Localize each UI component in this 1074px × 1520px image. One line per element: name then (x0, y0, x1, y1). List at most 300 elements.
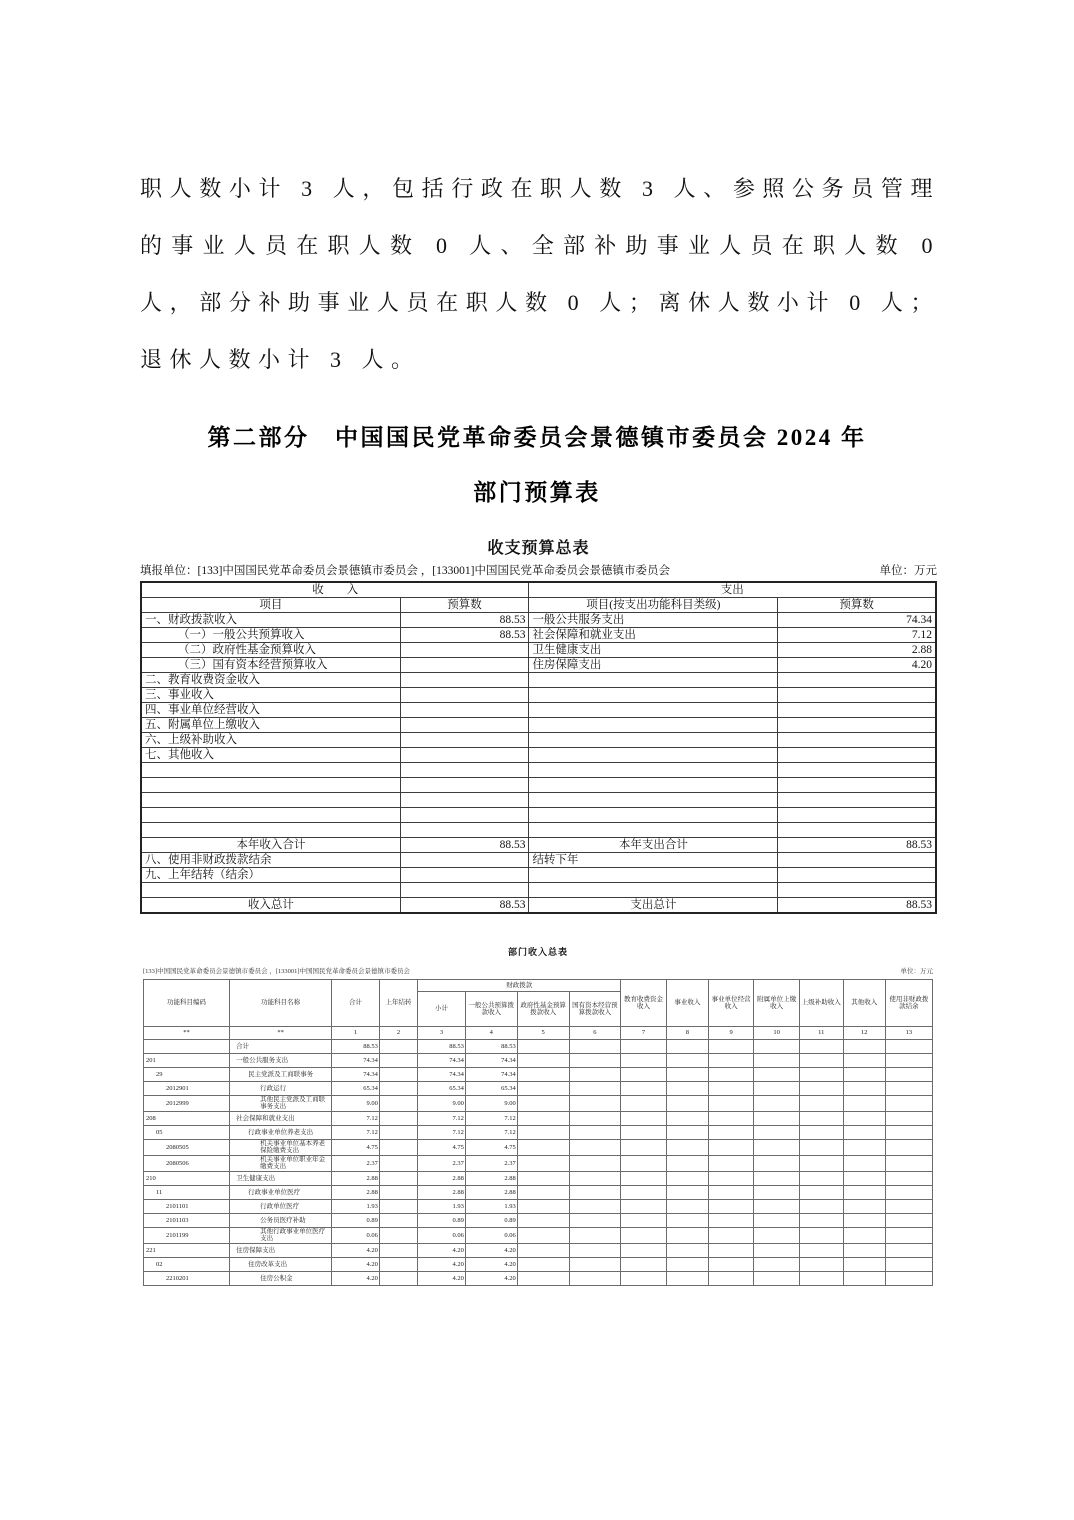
column-number-cell: 7 (621, 1027, 666, 1040)
expense-budget-column-header: 预算数 (778, 598, 936, 613)
unit-note-label: 单位：万元 (879, 565, 937, 577)
income-item-cell: 三、事业收入 (141, 688, 400, 703)
income-table-row (144, 1199, 933, 1213)
expense-item-cell (529, 808, 778, 823)
income-value-cell: 88.53 (400, 613, 529, 628)
empty-value-cell (666, 1243, 708, 1257)
function-code-cell: 2080506 (144, 1155, 230, 1171)
empty-value-cell (754, 1227, 799, 1243)
income-table-row (144, 1096, 933, 1112)
column-number-cell: 11 (799, 1027, 843, 1040)
income-value-cell: 88.53 (400, 628, 529, 643)
carryover-value-cell (379, 1111, 417, 1125)
expense-value-cell (778, 853, 936, 868)
summary-table-row (141, 898, 936, 914)
total-value-cell: 74.34 (332, 1054, 380, 1068)
carryover-value-cell (379, 1199, 417, 1213)
function-name-cell: 行政单位医疗 (230, 1199, 332, 1213)
summary-table-row (141, 763, 936, 778)
empty-value-cell (885, 1040, 932, 1054)
empty-value-cell (666, 1139, 708, 1155)
function-name-cell: 行政运行 (230, 1082, 332, 1096)
income-table-filing-unit-label: [133]中国国民党革命委员会景德镇市委员会 ，[133001]中国国民党革命委员会景德镇市委员会 (143, 968, 411, 975)
income-item-cell: 五、附属单位上缴收入 (141, 718, 400, 733)
total-column-header: 合计 (332, 980, 380, 1027)
empty-value-cell (799, 1040, 843, 1054)
income-value-cell (400, 823, 529, 838)
empty-value-cell (708, 1096, 753, 1112)
empty-value-cell (569, 1257, 621, 1271)
summary-table-row (141, 838, 936, 853)
column-number-cell: 5 (517, 1027, 569, 1040)
income-value-cell (400, 748, 529, 763)
income-item-cell: 四、事业单位经营收入 (141, 703, 400, 718)
summary-table-row (141, 808, 936, 823)
summary-table-row (141, 868, 936, 883)
empty-value-cell (799, 1068, 843, 1082)
empty-value-cell (843, 1171, 885, 1185)
empty-value-cell (799, 1054, 843, 1068)
expense-value-cell (778, 763, 936, 778)
function-code-cell: 05 (144, 1125, 230, 1139)
operating-income-column-header: 事业单位经营收入 (708, 980, 753, 1027)
summary-table-column-header-row (141, 598, 936, 613)
summary-table-row (141, 673, 936, 688)
income-item-cell: （三）国有资本经营预算收入 (141, 658, 400, 673)
empty-value-cell (885, 1199, 932, 1213)
general-budget-value-cell: 0.06 (465, 1227, 517, 1243)
empty-value-cell (708, 1271, 753, 1285)
income-value-cell (400, 703, 529, 718)
empty-value-cell (885, 1111, 932, 1125)
total-value-cell: 2.88 (332, 1185, 380, 1199)
total-value-cell: 2.88 (332, 1171, 380, 1185)
fiscal-subtotal-value-cell: 4.20 (418, 1243, 466, 1257)
income-table-row (144, 1125, 933, 1139)
expense-item-cell (529, 823, 778, 838)
summary-table-row (141, 643, 936, 658)
total-value-cell: 0.06 (332, 1227, 380, 1243)
total-value-cell: 9.00 (332, 1096, 380, 1112)
expense-item-cell (529, 778, 778, 793)
carryover-value-cell (379, 1125, 417, 1139)
empty-value-cell (517, 1125, 569, 1139)
empty-value-cell (885, 1054, 932, 1068)
business-income-column-header: 事业收入 (666, 980, 708, 1027)
function-code-cell: 2101101 (144, 1199, 230, 1213)
education-fee-column-header: 教育收费资金收入 (621, 980, 666, 1027)
carryover-value-cell (379, 1040, 417, 1054)
general-budget-value-cell: 4.20 (465, 1243, 517, 1257)
income-value-cell (400, 688, 529, 703)
income-value-cell (400, 643, 529, 658)
empty-value-cell (843, 1213, 885, 1227)
empty-value-cell (569, 1171, 621, 1185)
general-budget-value-cell: 2.88 (465, 1185, 517, 1199)
empty-value-cell (666, 1068, 708, 1082)
empty-value-cell (517, 1040, 569, 1054)
empty-value-cell (517, 1054, 569, 1068)
expense-value-cell (778, 793, 936, 808)
empty-value-cell (569, 1068, 621, 1082)
general-budget-value-cell: 88.53 (465, 1040, 517, 1054)
empty-value-cell (885, 1155, 932, 1171)
expense-item-cell (529, 688, 778, 703)
empty-value-cell (843, 1199, 885, 1213)
summary-table-row (141, 823, 936, 838)
column-number-cell: 8 (666, 1027, 708, 1040)
empty-value-cell (621, 1257, 666, 1271)
function-code-cell: 11 (144, 1185, 230, 1199)
empty-value-cell (708, 1125, 753, 1139)
carryover-value-cell (379, 1257, 417, 1271)
column-number-cell: 10 (754, 1027, 799, 1040)
function-code-cell: 2101103 (144, 1213, 230, 1227)
empty-value-cell (843, 1227, 885, 1243)
empty-value-cell (885, 1096, 932, 1112)
empty-value-cell (666, 1199, 708, 1213)
summary-table-row (141, 688, 936, 703)
function-name-cell: 其他民主党派及工商联事务支出 (230, 1096, 332, 1112)
function-code-cell (144, 1040, 230, 1054)
empty-value-cell (569, 1227, 621, 1243)
summary-table-row (141, 718, 936, 733)
empty-value-cell (843, 1155, 885, 1171)
total-value-cell: 88.53 (332, 1040, 380, 1054)
empty-value-cell (569, 1054, 621, 1068)
total-value-cell: 0.89 (332, 1213, 380, 1227)
empty-value-cell (621, 1271, 666, 1285)
empty-value-cell (843, 1082, 885, 1096)
empty-value-cell (708, 1227, 753, 1243)
empty-value-cell (621, 1054, 666, 1068)
general-budget-column-header: 一般公共预算拨款收入 (465, 992, 517, 1027)
empty-value-cell (621, 1213, 666, 1227)
function-code-cell: 2012901 (144, 1082, 230, 1096)
empty-value-cell (708, 1171, 753, 1185)
general-budget-value-cell: 2.88 (465, 1171, 517, 1185)
empty-value-cell (708, 1185, 753, 1199)
empty-value-cell (569, 1125, 621, 1139)
empty-value-cell (666, 1213, 708, 1227)
income-item-cell (141, 793, 400, 808)
general-budget-value-cell: 65.34 (465, 1082, 517, 1096)
expense-value-cell: 88.53 (778, 838, 936, 853)
soe-capital-column-header: 国有资本经营预算拨款收入 (569, 992, 621, 1027)
income-budget-column-header: 预算数 (400, 598, 529, 613)
empty-value-cell (885, 1171, 932, 1185)
empty-value-cell (517, 1271, 569, 1285)
function-code-cell: 2101199 (144, 1227, 230, 1243)
total-value-cell: 7.12 (332, 1111, 380, 1125)
empty-value-cell (843, 1243, 885, 1257)
empty-value-cell (666, 1227, 708, 1243)
empty-value-cell (666, 1185, 708, 1199)
empty-value-cell (569, 1096, 621, 1112)
empty-value-cell (517, 1111, 569, 1125)
empty-value-cell (754, 1040, 799, 1054)
total-value-cell: 4.20 (332, 1271, 380, 1285)
summary-table-row (141, 883, 936, 898)
column-number-cell: 4 (465, 1027, 517, 1040)
general-budget-value-cell: 7.12 (465, 1125, 517, 1139)
empty-value-cell (666, 1096, 708, 1112)
empty-value-cell (569, 1185, 621, 1199)
empty-value-cell (666, 1040, 708, 1054)
carryover-value-cell (379, 1243, 417, 1257)
carryover-value-cell (379, 1068, 417, 1082)
function-name-cell: 住房改革支出 (230, 1257, 332, 1271)
empty-value-cell (621, 1068, 666, 1082)
fiscal-subtotal-value-cell: 74.34 (418, 1068, 466, 1082)
income-item-cell (141, 883, 400, 898)
empty-value-cell (569, 1040, 621, 1054)
empty-value-cell (799, 1185, 843, 1199)
column-number-cell: 9 (708, 1027, 753, 1040)
income-table-meta (143, 966, 933, 975)
income-value-cell (400, 808, 529, 823)
empty-value-cell (843, 1096, 885, 1112)
empty-value-cell (799, 1257, 843, 1271)
empty-value-cell (754, 1125, 799, 1139)
expense-item-cell: 一般公共服务支出 (529, 613, 778, 628)
fiscal-subtotal-value-cell: 4.75 (418, 1139, 466, 1155)
empty-value-cell (666, 1125, 708, 1139)
empty-value-cell (799, 1125, 843, 1139)
fiscal-subtotal-value-cell: 7.12 (418, 1125, 466, 1139)
expense-value-cell: 4.20 (778, 658, 936, 673)
expense-item-cell (529, 703, 778, 718)
summary-table-row (141, 658, 936, 673)
empty-value-cell (754, 1155, 799, 1171)
empty-value-cell (754, 1199, 799, 1213)
function-name-cell: 合计 (230, 1040, 332, 1054)
empty-value-cell (885, 1227, 932, 1243)
expense-value-cell (778, 748, 936, 763)
expense-value-cell (778, 808, 936, 823)
empty-value-cell (569, 1213, 621, 1227)
income-table-row (144, 1257, 933, 1271)
empty-value-cell (517, 1155, 569, 1171)
empty-value-cell (754, 1171, 799, 1185)
empty-value-cell (621, 1171, 666, 1185)
function-code-cell: 02 (144, 1257, 230, 1271)
empty-value-cell (517, 1068, 569, 1082)
empty-value-cell (569, 1155, 621, 1171)
other-income-column-header: 其他收入 (843, 980, 885, 1027)
expense-value-cell (778, 733, 936, 748)
expense-value-cell (778, 883, 936, 898)
empty-value-cell (517, 1243, 569, 1257)
empty-value-cell (708, 1213, 753, 1227)
fiscal-subtotal-value-cell: 0.89 (418, 1213, 466, 1227)
empty-value-cell (569, 1139, 621, 1155)
expense-value-cell (778, 868, 936, 883)
summary-table-row (141, 703, 936, 718)
income-table-unit-note-label: 单位：万元 (900, 968, 933, 975)
summary-table-row (141, 733, 936, 748)
function-name-cell: 卫生健康支出 (230, 1171, 332, 1185)
expense-item-cell: 卫生健康支出 (529, 643, 778, 658)
empty-value-cell (799, 1096, 843, 1112)
function-code-cell: 29 (144, 1068, 230, 1082)
column-number-row (144, 1027, 933, 1040)
empty-value-cell (843, 1139, 885, 1155)
function-name-cell: 其他行政事业单位医疗支出 (230, 1227, 332, 1243)
summary-table-body (141, 613, 936, 914)
empty-value-cell (754, 1111, 799, 1125)
expense-item-cell (529, 718, 778, 733)
empty-value-cell (754, 1068, 799, 1082)
empty-value-cell (621, 1082, 666, 1096)
carryover-value-cell (379, 1139, 417, 1155)
empty-value-cell (843, 1125, 885, 1139)
function-name-cell: 公务员医疗补助 (230, 1213, 332, 1227)
intro-paragraph: 职人数小计 3 人，包括行政在职人数 3 人、参照公务员管理的事业人员在职人数 0 人、全部补助事业人员在职人数 0 人，部分补助事业人员在职人数 0 人；离休人数小计 0 人；退休人数小计 3 人。 (140, 176, 940, 372)
fiscal-subtotal-value-cell: 4.20 (418, 1271, 466, 1285)
empty-value-cell (621, 1125, 666, 1139)
income-table-row (144, 1040, 933, 1054)
expense-value-cell (778, 688, 936, 703)
income-value-cell (400, 733, 529, 748)
summary-table-row (141, 778, 936, 793)
income-item-cell: （一）一般公共预算收入 (141, 628, 400, 643)
empty-value-cell (708, 1243, 753, 1257)
empty-value-cell (621, 1040, 666, 1054)
fiscal-subtotal-value-cell: 2.37 (418, 1155, 466, 1171)
total-value-cell: 2.37 (332, 1155, 380, 1171)
carryover-value-cell (379, 1185, 417, 1199)
column-number-cell: 2 (379, 1027, 417, 1040)
empty-value-cell (799, 1155, 843, 1171)
expense-item-cell (529, 673, 778, 688)
expense-value-cell (778, 823, 936, 838)
expense-value-cell (778, 778, 936, 793)
fiscal-subtotal-value-cell: 2.88 (418, 1185, 466, 1199)
expense-value-cell (778, 718, 936, 733)
empty-value-cell (708, 1054, 753, 1068)
total-value-cell: 74.34 (332, 1068, 380, 1082)
income-item-cell: 本年收入合计 (141, 838, 400, 853)
function-name-cell: 机关事业单位职业年金缴费支出 (230, 1155, 332, 1171)
empty-value-cell (517, 1171, 569, 1185)
income-table-row (144, 1213, 933, 1227)
empty-value-cell (885, 1213, 932, 1227)
empty-value-cell (666, 1155, 708, 1171)
function-name-cell: 社会保障和就业支出 (230, 1111, 332, 1125)
empty-value-cell (754, 1139, 799, 1155)
empty-value-cell (799, 1213, 843, 1227)
empty-value-cell (754, 1213, 799, 1227)
general-budget-value-cell: 9.00 (465, 1096, 517, 1112)
empty-value-cell (517, 1227, 569, 1243)
income-item-cell: 六、上级补助收入 (141, 733, 400, 748)
expense-item-cell (529, 868, 778, 883)
income-table-row (144, 1111, 933, 1125)
department-income-table (143, 979, 933, 1286)
empty-value-cell (843, 1054, 885, 1068)
general-budget-value-cell: 4.20 (465, 1271, 517, 1285)
column-number-cell: 13 (885, 1027, 932, 1040)
expense-value-cell: 88.53 (778, 898, 936, 914)
general-budget-value-cell: 4.20 (465, 1257, 517, 1271)
column-number-cell: ** (144, 1027, 230, 1040)
function-name-cell: 机关事业单位基本养老保险缴费支出 (230, 1139, 332, 1155)
expense-item-cell: 支出总计 (529, 898, 778, 914)
expense-value-cell: 74.34 (778, 613, 936, 628)
income-item-cell (141, 763, 400, 778)
function-code-cell: 208 (144, 1111, 230, 1125)
empty-value-cell (799, 1243, 843, 1257)
summary-table-section-header-row (141, 582, 936, 598)
empty-value-cell (708, 1082, 753, 1096)
empty-value-cell (843, 1271, 885, 1285)
empty-value-cell (517, 1139, 569, 1155)
empty-value-cell (885, 1125, 932, 1139)
income-value-cell (400, 853, 529, 868)
expense-value-cell: 7.12 (778, 628, 936, 643)
function-name-cell: 民主党派及工商联事务 (230, 1068, 332, 1082)
carryover-value-cell (379, 1227, 417, 1243)
general-budget-value-cell: 2.37 (465, 1155, 517, 1171)
empty-value-cell (708, 1068, 753, 1082)
empty-value-cell (517, 1257, 569, 1271)
affiliate-remittance-column-header: 附属单位上缴收入 (754, 980, 799, 1027)
income-item-column-header: 项目 (141, 598, 400, 613)
function-code-cell: 2012999 (144, 1096, 230, 1112)
budget-summary-table (140, 581, 937, 914)
income-table-row (144, 1227, 933, 1243)
empty-value-cell (517, 1096, 569, 1112)
empty-value-cell (569, 1082, 621, 1096)
fiscal-subtotal-value-cell: 65.34 (418, 1082, 466, 1096)
income-item-cell: 二、教育收费资金收入 (141, 673, 400, 688)
empty-value-cell (843, 1068, 885, 1082)
income-table-header-row-1 (144, 980, 933, 992)
fiscal-subtotal-value-cell: 74.34 (418, 1054, 466, 1068)
general-budget-value-cell: 1.93 (465, 1199, 517, 1213)
general-budget-value-cell: 0.89 (465, 1213, 517, 1227)
income-value-cell (400, 658, 529, 673)
column-number-cell: 12 (843, 1027, 885, 1040)
fiscal-subtotal-value-cell: 7.12 (418, 1111, 466, 1125)
summary-table-row (141, 853, 936, 868)
carryover-value-cell (379, 1054, 417, 1068)
empty-value-cell (885, 1271, 932, 1285)
income-value-cell (400, 718, 529, 733)
empty-value-cell (885, 1257, 932, 1271)
empty-value-cell (799, 1271, 843, 1285)
carryover-value-cell (379, 1155, 417, 1171)
empty-value-cell (517, 1082, 569, 1096)
function-code-cell: 210 (144, 1171, 230, 1185)
expense-item-cell: 结转下年 (529, 853, 778, 868)
empty-value-cell (885, 1139, 932, 1155)
empty-value-cell (666, 1054, 708, 1068)
income-table-head (144, 980, 933, 1040)
superior-subsidy-column-header: 上级补助收入 (799, 980, 843, 1027)
section-heading-line2: 部门预算表 (473, 480, 601, 505)
empty-value-cell (754, 1257, 799, 1271)
empty-value-cell (843, 1111, 885, 1125)
function-code-cell: 2210201 (144, 1271, 230, 1285)
function-name-cell: 住房保障支出 (230, 1243, 332, 1257)
empty-value-cell (569, 1243, 621, 1257)
empty-value-cell (621, 1096, 666, 1112)
income-table-body (144, 1040, 933, 1286)
empty-value-cell (799, 1111, 843, 1125)
empty-value-cell (885, 1068, 932, 1082)
